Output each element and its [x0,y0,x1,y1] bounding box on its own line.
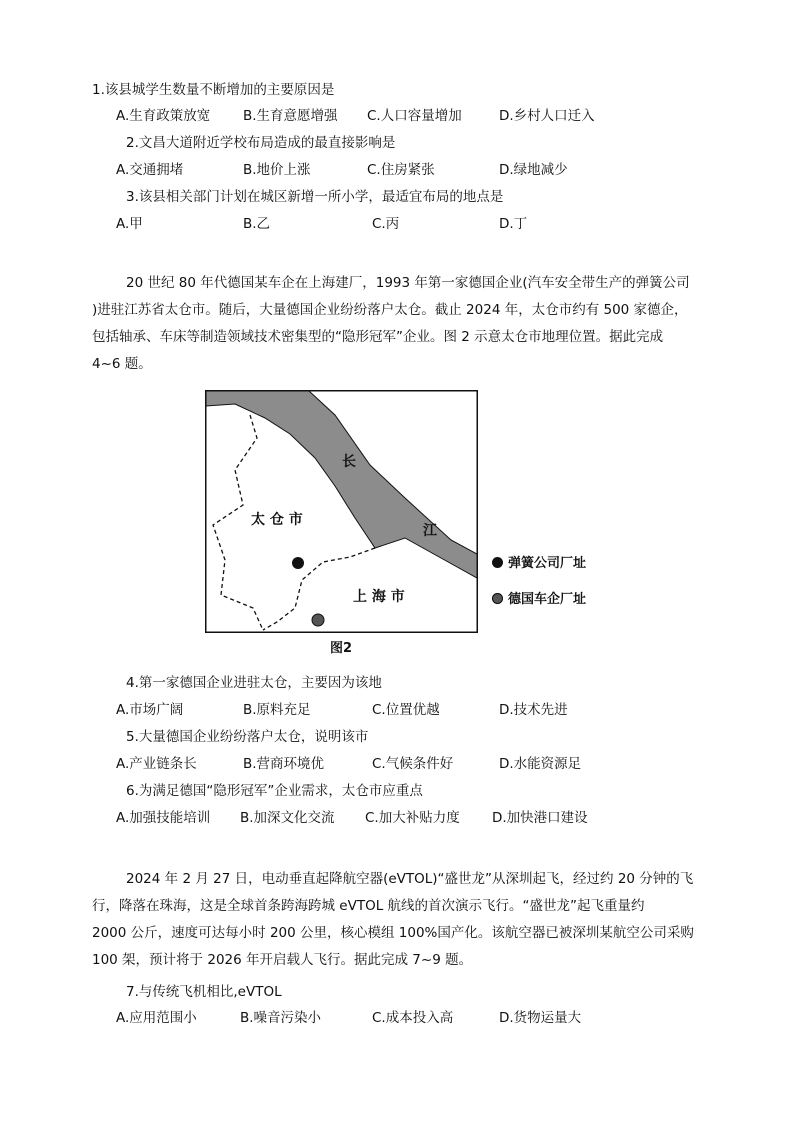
q2-option-a: A.交通拥堵 [116,162,184,178]
q1-option-b: B.生育意愿增强 [243,108,338,124]
q1-option-a: A.生育政策放宽 [116,108,211,124]
legend-carmaker-icon [492,593,503,604]
q5-option-d: D.水能资源足 [499,756,582,772]
passage-taicang-line-2: )进驻江苏省太仓市。随后，大量德国企业纷纷落户太仓。截止 2024 年，太仓市约有 500 家德企， [92,302,688,318]
q4-option-a: A.市场广阔 [116,702,184,718]
q3-option-c: C.丙 [372,216,400,232]
q5-option-b: B.营商环境优 [243,756,325,772]
q5-option-a: A.产业链条长 [116,756,197,772]
taicang-location-map [205,390,478,633]
legend-spring [492,552,586,571]
map-svg [205,390,478,633]
q7-option-c: C.成本投入高 [372,1010,454,1026]
label-shanghai: 上 海 市 [353,589,405,605]
label-jiang: 江 [423,523,437,539]
q2-option-c: C.住房紧张 [367,162,435,178]
q6-option-b: B.加深文化交流 [240,810,335,826]
q4-option-c: C.位置优越 [372,702,440,718]
q7-option-b: B.噪音污染小 [240,1010,322,1026]
passage-taicang-line-3: 包括轴承、车床等制造领域技术密集型的“隐形冠军”企业。图 2 示意太仓市地理位置。据此完成 [92,329,664,345]
q4-stem: 4.第一家德国企业进驻太仓，主要因为该地 [126,675,382,691]
q3-option-a: A.甲 [116,216,143,232]
figure-caption: 图2 [330,641,353,656]
passage-taicang [92,270,702,378]
legend-carmaker [492,588,586,607]
q6-stem: 6.为满足德国“隐形冠军”企业需求，太仓市应重点 [126,783,423,799]
legend-carmaker-label: 德国车企厂址 [508,592,587,607]
passage-evtol-line-3: 2000 公斤，速度可达每小时 200 公里，核心模组 100%国产化。该航空器已被深圳某航空公司采购 [92,925,694,941]
q1-option-c: C.人口容量增加 [367,108,462,124]
spring-company-site [292,557,304,569]
q1-stem: 1.该县城学生数量不断增加的主要原因是 [92,82,335,98]
german-carmaker-site [312,614,324,626]
passage-evtol-line-4: 100 架，预计将于 2026 年开启载人飞行。据此完成 7~9 题。 [92,952,473,968]
legend-spring-label: 弹簧公司厂址 [508,556,587,571]
q3-option-d: D.丁 [499,216,528,232]
q7-option-a: A.应用范围小 [116,1010,197,1026]
q7-stem: 7.与传统飞机相比,eVTOL [126,984,282,1000]
q7-option-d: D.货物运量大 [499,1010,582,1026]
passage-taicang-line-4: 4~6 题。 [92,356,152,372]
q5-stem: 5.大量德国企业纷纷落户太仓，说明该市 [126,729,369,745]
q2-stem: 2.文昌大道附近学校布局造成的最直接影响是 [126,135,396,151]
q2-option-d: D.绿地减少 [499,162,568,178]
q5-option-c: C.气候条件好 [372,756,454,772]
passage-evtol-line-1: 2024 年 2 月 27 日，电动垂直起降航空器(eVTOL)“盛世龙”从深圳起飞，经过约 20 分钟的飞 [126,871,694,887]
passage-taicang-line-1: 20 世纪 80 年代德国某车企在上海建厂，1993 年第一家德国企业(汽车安全带生产的弹簧公司 [126,275,690,291]
q3-option-b: B.乙 [243,216,271,232]
q6-option-a: A.加强技能培训 [116,810,211,826]
label-taicang: 太 仓 市 [251,512,303,528]
q6-option-c: C.加大补贴力度 [365,810,460,826]
q4-option-d: D.技术先进 [499,702,568,718]
q3-stem: 3.该县相关部门计划在城区新增一所小学，最适宜布局的地点是 [126,189,504,205]
q4-option-b: B.原料充足 [243,702,311,718]
passage-evtol-line-2: 行，降落在珠海，这是全球首条跨海跨城 eVTOL 航线的首次演示飞行。“盛世龙”起飞重量约 [92,898,645,914]
q1-option-d: D.乡村人口迁入 [499,108,595,124]
label-chang: 长 [342,454,356,470]
passage-evtol [92,866,702,974]
legend-spring-icon [492,557,503,568]
q6-option-d: D.加快港口建设 [492,810,588,826]
q2-option-b: B.地价上涨 [243,162,311,178]
